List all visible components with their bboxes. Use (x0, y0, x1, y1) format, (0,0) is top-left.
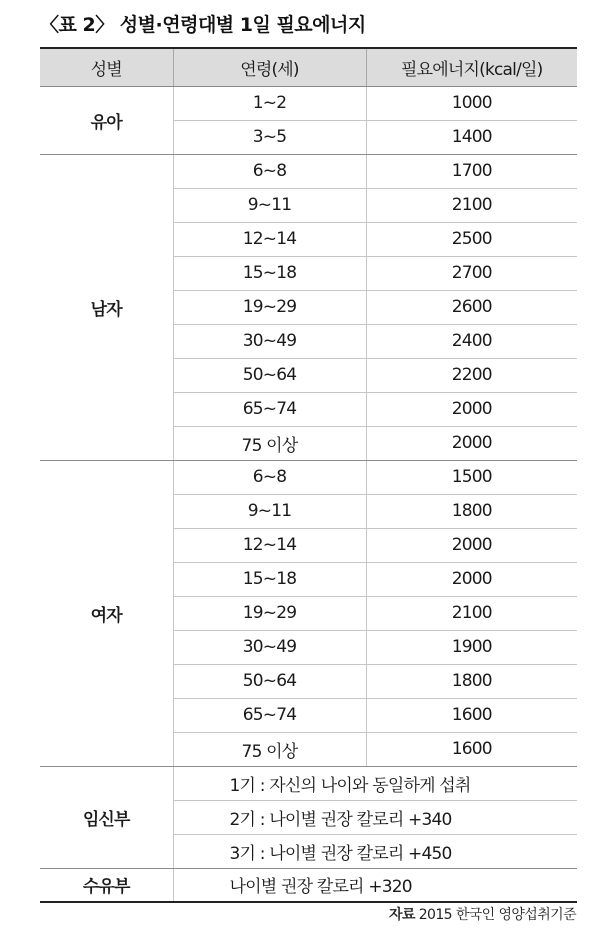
header-energy: 필요에너지(kcal/일) (366, 48, 577, 86)
age-cell: 19~29 (173, 596, 366, 630)
pregnancy-stage-note: 3기 : 나이별 권장 칼로리 +450 (173, 834, 577, 868)
kcal-cell: 2500 (366, 222, 577, 256)
energy-table (40, 47, 577, 903)
header-sex: 성별 (40, 48, 173, 86)
kcal-cell: 2700 (366, 256, 577, 290)
group-infant-label: 유아 (40, 86, 173, 154)
pregnancy-stage-note: 2기 : 나이별 권장 칼로리 +340 (173, 800, 577, 834)
group-nursing-label: 수유부 (40, 868, 173, 902)
header-row (40, 48, 577, 86)
group-male-label: 남자 (40, 154, 173, 460)
age-cell: 75 이상 (173, 426, 366, 460)
age-cell: 12~14 (173, 528, 366, 562)
nursing-note: 나이별 권장 칼로리 +320 (173, 868, 577, 902)
header-age: 연령(세) (173, 48, 366, 86)
table-row (40, 86, 577, 120)
age-cell: 19~29 (173, 290, 366, 324)
kcal-cell: 1800 (366, 494, 577, 528)
age-cell: 6~8 (173, 154, 366, 188)
source-text: 2015 한국인 영양섭취기준 (418, 907, 576, 923)
age-cell: 3~5 (173, 120, 366, 154)
table-row (40, 766, 577, 800)
age-cell: 30~49 (173, 324, 366, 358)
kcal-cell: 2200 (366, 358, 577, 392)
kcal-cell: 2400 (366, 324, 577, 358)
age-cell: 65~74 (173, 698, 366, 732)
kcal-cell: 1600 (366, 698, 577, 732)
kcal-cell: 1000 (366, 86, 577, 120)
pregnancy-stage-note: 1기 : 자신의 나이와 동일하게 섭취 (173, 766, 577, 800)
table-row (40, 460, 577, 494)
age-cell: 30~49 (173, 630, 366, 664)
kcal-cell: 1600 (366, 732, 577, 766)
kcal-cell: 2100 (366, 188, 577, 222)
table-row (40, 154, 577, 188)
kcal-cell: 1900 (366, 630, 577, 664)
age-cell: 50~64 (173, 358, 366, 392)
table-row (40, 868, 577, 902)
age-cell: 15~18 (173, 256, 366, 290)
kcal-cell: 2000 (366, 528, 577, 562)
kcal-cell: 2000 (366, 426, 577, 460)
source-credit (389, 904, 576, 924)
kcal-cell: 1700 (366, 154, 577, 188)
kcal-cell: 1800 (366, 664, 577, 698)
kcal-cell: 2100 (366, 596, 577, 630)
group-pregnant-label: 임신부 (40, 766, 173, 868)
table-title: 〈표 2〉 성별·연령대별 1일 필요에너지 (40, 14, 366, 36)
source-label: 자료 (389, 907, 415, 923)
kcal-cell: 2000 (366, 392, 577, 426)
kcal-cell: 1500 (366, 460, 577, 494)
age-cell: 15~18 (173, 562, 366, 596)
age-cell: 12~14 (173, 222, 366, 256)
age-cell: 6~8 (173, 460, 366, 494)
kcal-cell: 2000 (366, 562, 577, 596)
age-cell: 65~74 (173, 392, 366, 426)
kcal-cell: 1400 (366, 120, 577, 154)
kcal-cell: 2600 (366, 290, 577, 324)
age-cell: 50~64 (173, 664, 366, 698)
age-cell: 9~11 (173, 188, 366, 222)
age-cell: 1~2 (173, 86, 366, 120)
age-cell: 75 이상 (173, 732, 366, 766)
age-cell: 9~11 (173, 494, 366, 528)
group-female-label: 여자 (40, 460, 173, 766)
